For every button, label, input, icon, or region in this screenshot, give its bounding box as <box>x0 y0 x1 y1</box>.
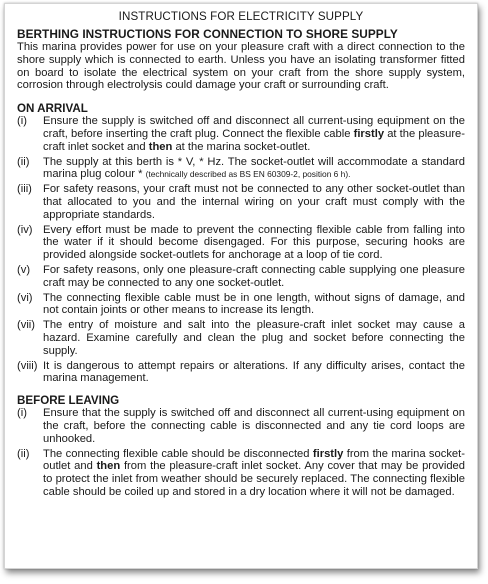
item-text: Ensure the supply is switched off and disconnect all current-using equipment on the craft, before inserting the craft plug. Connect the flexible cable firstly at the pleasure-craft inlet socket and then at the marina socket-outlet. <box>43 115 465 153</box>
list-item <box>17 448 465 499</box>
item-number: (iv) <box>17 223 33 236</box>
item-text: Ensure that the supply is switched off and disconnect all current-using equipment on the craft, before the connecting cable is disconnected and any tie cord loops are unhooked. <box>43 407 465 445</box>
item-text: For safety reasons, your craft must not be connected to any other socket-outlet than that allocated to you and the internal wiring on your craft must comply with the appropriate standards. <box>43 183 465 221</box>
item-number: (viii) <box>17 359 38 372</box>
item-number: (ii) <box>17 447 30 460</box>
item-text: Every effort must be made to prevent the connecting flexible cable from falling into the water if it should become disengaged. For this purpose, securing hooks are provided alongside socket-outlets for anchorage at a loop of tie cord. <box>43 223 465 262</box>
list-item <box>17 407 465 445</box>
item-number: (ii) <box>17 155 30 168</box>
document-title: INSTRUCTIONS FOR ELECTRICITY SUPPLY <box>118 10 364 23</box>
item-text: For safety reasons, only one pleasure-craft connecting cable supplying one pleasure craft may be connected to any one socket-outlet. <box>43 263 465 289</box>
item-number: (i) <box>17 407 27 420</box>
item-text: The connecting flexible cable should be disconnected firstly from the marina socket-outlet and then from the pleasure-craft inlet socket. Any cover that may be provided to protect the inlet from weather should be securely replaced. The connecting flexible cable should be coiled up and stored in a dry location where it will not be damaged. <box>43 447 465 498</box>
item-text: The connecting flexible cable must be in one length, without signs of damage, and not contain joints or other means to increase its length. <box>43 291 465 317</box>
list-item <box>17 224 465 262</box>
technical-note: (technically described as BS EN 60309-2, position 6 h). <box>145 169 351 180</box>
on-arrival-heading: ON ARRIVAL <box>17 102 88 116</box>
list-item <box>17 360 465 386</box>
section-gap <box>17 387 465 394</box>
on-arrival-list <box>17 115 465 385</box>
list-item <box>17 319 465 357</box>
item-text: The supply at this berth is * V, * Hz. The socket-outlet will accommodate a standard marina plug colour * (technically described as BS EN 60309-2, position 6 h). <box>43 155 465 181</box>
berthing-heading: BERTHING INSTRUCTIONS FOR CONNECTION TO SHORE SUPPLY <box>17 27 398 41</box>
before-leaving-list <box>17 407 465 499</box>
instruction-sheet <box>4 3 478 569</box>
list-item <box>17 115 465 153</box>
item-number: (vi) <box>17 291 33 304</box>
list-item <box>17 183 465 221</box>
item-number: (vii) <box>17 319 36 332</box>
item-number: (iii) <box>17 183 32 196</box>
list-item <box>17 264 465 290</box>
before-leaving-heading: BEFORE LEAVING <box>17 394 120 408</box>
item-text: The entry of moisture and salt into the pleasure-craft inlet socket may cause a hazard. Examine carefully and clean the plug and socket before connecting the supply. <box>43 319 465 357</box>
item-text: It is dangerous to attempt repairs or alterations. If any difficulty arises, contact the marina management. <box>43 359 465 385</box>
intro-paragraph: This marina provides power for use on your pleasure craft with a direct connection to the shore supply which is connected to earth. Unless you have an isolating transformer fitted on board to isolate the electrical system on your craft from the shore supply system, corrosion through electrolysis could damage your craft or surrounding craft. <box>17 41 465 92</box>
item-number: (i) <box>17 115 27 128</box>
item-number: (v) <box>17 263 31 276</box>
list-item <box>17 156 465 182</box>
list-item <box>17 292 465 318</box>
